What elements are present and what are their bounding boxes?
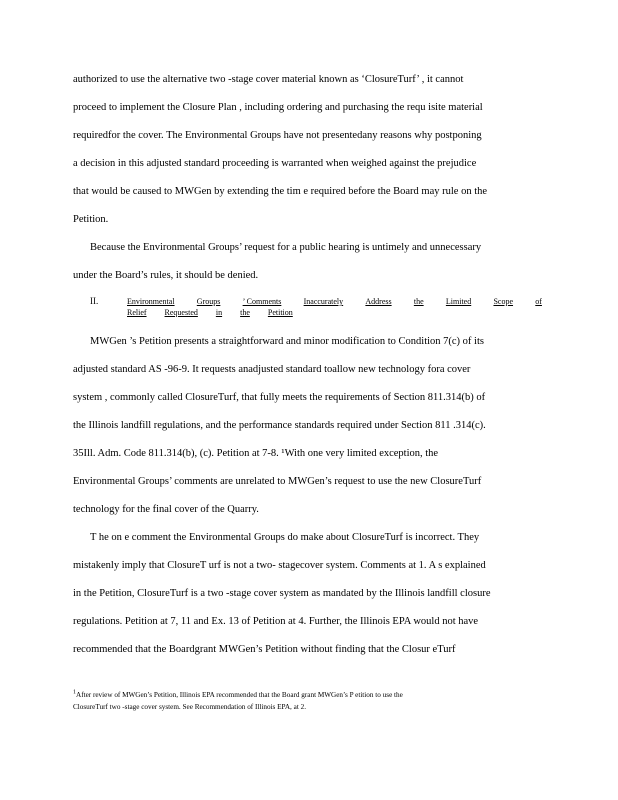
body-line: mistakenly imply that ClosureT urf is not a two- stagecover system. Comments at 1. A s explained: [73, 560, 486, 571]
body-line: requiredfor the cover. The Environmental Groups have not presentedany reasons why postponing: [73, 130, 482, 141]
body-line: Because the Environmental Groups’ request for a public hearing is untimely and unnecessary: [90, 242, 482, 253]
heading-word: Petition: [267, 308, 293, 317]
section-heading: [90, 296, 542, 320]
heading-word: Environmental: [127, 297, 175, 306]
body-line: that would be caused to MWGen by extending the tim e required before the Board may rule on the: [73, 186, 488, 197]
heading-word: the: [240, 308, 250, 317]
heading-line-2: [127, 307, 542, 318]
section-heading-text: [127, 296, 542, 318]
heading-word: Requested: [164, 308, 198, 317]
body-line: technology for the final cover of the Quarry.: [73, 504, 259, 515]
body-line: 35Ill. Adm. Code 811.314(b), (c). Petition at 7-8. ¹With one very limited exception, the: [73, 448, 439, 459]
body-line: Environmental Groups’ comments are unrelated to MWGen’s request to use the new ClosureTurf: [73, 476, 482, 487]
footnote-line-1: [73, 689, 542, 701]
body-line: under the Board’s rules, it should be denied.: [73, 270, 259, 281]
heading-word: Address: [365, 297, 392, 306]
body-line: in the Petition, ClosureTurf is a two -stage cover system as mandated by the Illinois landfill closure: [73, 588, 491, 599]
heading-word: the: [413, 297, 424, 306]
heading-word: Relief: [127, 308, 147, 317]
body-line: the Illinois landfill regulations, and the performance standards required under Section 811 .314(c).: [73, 420, 486, 431]
section-number: II.: [90, 296, 99, 306]
body-line: proceed to implement the Closure Plan , including ordering and purchasing the requ isite material: [73, 102, 483, 113]
heading-word: Inaccurately: [303, 297, 344, 306]
body-line: T he on e comment the Environmental Groups do make about ClosureTurf is incorrect. They: [90, 532, 480, 543]
body-line: regulations. Petition at 7, 11 and Ex. 13 of Petition at 4. Further, the Illinois EPA would not have: [73, 616, 479, 627]
body-line: adjusted standard AS -96-9. It requests anadjusted standard toallow new technology fora cover: [73, 364, 471, 375]
body-line: authorized to use the alternative two -stage cover material known as ‘ClosureTurf’ , it cannot: [73, 74, 464, 85]
body-line: Petition.: [73, 214, 109, 225]
footnote-text: After review of MWGen’s Petition, Illinois EPA recommended that the Board grant MWGen’s P etition to use the: [76, 691, 403, 699]
heading-word: Groups: [196, 297, 221, 306]
heading-word: Limited: [445, 297, 472, 306]
body-line: recommended that the Boardgrant MWGen’s Petition without finding that the Closur eTurf: [73, 644, 456, 655]
body-line: a decision in this adjusted standard proceeding is warranted when weighed against the prejudice: [73, 158, 477, 169]
heading-word: Scope: [493, 297, 514, 306]
footnote-line-2: ClosureTurf two -stage cover system. See Recommendation of Illinois EPA, at 2.: [73, 703, 307, 711]
body-line: system , commonly called ClosureTurf, that fully meets the requirements of Section 811.314(b) of: [73, 392, 486, 403]
footnote-marker: 1: [73, 689, 76, 696]
heading-word: in: [215, 308, 223, 317]
body-line: MWGen ’s Petition presents a straightforward and minor modification to Condition 7(c) of its: [90, 336, 484, 347]
heading-word: of: [535, 297, 542, 306]
heading-word: ’ Comments: [242, 297, 282, 306]
heading-line-1: [127, 296, 542, 307]
footnote: [73, 689, 542, 713]
